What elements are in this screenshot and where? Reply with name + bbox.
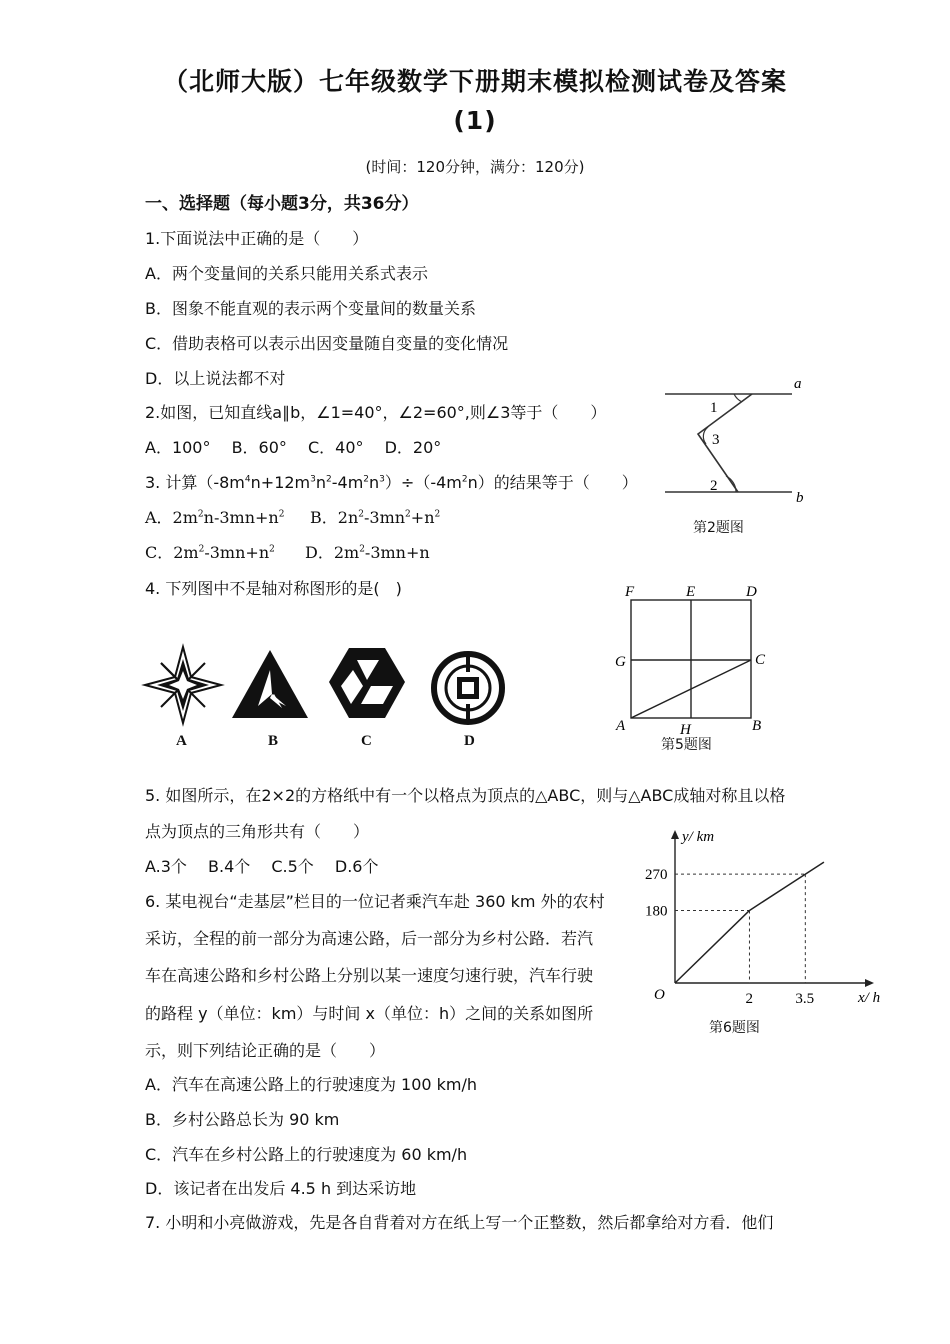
q4-shape-c — [327, 646, 407, 720]
q4-label-c: C — [361, 733, 372, 749]
q6-line2: 采访，全程的前一部分为高速公路，后一部分为乡村公路．若汽 — [145, 929, 594, 948]
q2-figure — [660, 372, 810, 512]
label-angle-1: 1 — [710, 400, 718, 416]
x-tick-label: 2 — [745, 991, 753, 1007]
label-D: D — [746, 584, 757, 600]
q4-stem: 4. 下列图中不是轴对称图形的是( ) — [145, 579, 402, 598]
q1-option-c: C．借助表格可以表示出因变量随自变量的变化情况 — [145, 334, 509, 353]
origin-label: O — [654, 987, 665, 1003]
label-G: G — [615, 654, 626, 670]
q5-line1: 5. 如图所示，在2×2的方格纸中有一个以格点为顶点的△ABC，则与△ABC成轴对称且以格 — [145, 786, 786, 805]
q3-option-c: C．$2m^2-3mn+n^2$ — [145, 543, 275, 562]
series-segment-rural — [749, 862, 823, 910]
label-angle-2: 2 — [710, 478, 718, 494]
q5-line2: 点为顶点的三角形共有（ ） — [145, 822, 370, 841]
q3-option-b: B．$2n^2-3mn^2+n^2$ — [310, 508, 441, 527]
series-segment-highway — [675, 910, 749, 983]
q4-shape-b — [230, 648, 310, 720]
q6-option-c: C．汽车在乡村公路上的行驶速度为 60 km/h — [145, 1145, 468, 1164]
q4-shape-a — [143, 645, 223, 725]
y-axis-arrow — [671, 830, 679, 839]
y-axis-label: y/ km — [682, 829, 715, 845]
label-b: b — [796, 490, 804, 506]
x-tick-label: 3.5 — [795, 991, 815, 1007]
q6-line1: 6. 某电视台“走基层”栏目的一位记者乘汽车赴 360 km 外的农村 — [145, 892, 605, 911]
q6-line5: 示，则下列结论正确的是（ ） — [145, 1041, 386, 1060]
time-info: (时间：120分钟，满分：120分) — [365, 158, 585, 176]
x-axis-label: x/ h — [858, 990, 881, 1006]
q5-options: A.3个 B.4个 C.5个 D.6个 — [145, 857, 379, 876]
q5-caption: 第5题图 — [661, 737, 712, 753]
q7-line1: 7. 小明和小亮做游戏，先是各自背着对方在纸上写一个正整数，然后都拿给对方看．他们 — [145, 1213, 774, 1232]
q6-option-d: D．该记者在出发后 4.5 h 到达采访地 — [145, 1179, 417, 1198]
section-heading: 一、选择题（每小题3分，共36分） — [145, 194, 419, 214]
y-tick-label: 270 — [645, 867, 668, 884]
label-C: C — [755, 652, 766, 668]
label-a: a — [794, 376, 802, 392]
q6-caption: 第6题图 — [709, 1020, 760, 1036]
angle-2-arc — [726, 476, 736, 492]
q1-stem: 1.下面说法中正确的是（ ） — [145, 229, 369, 248]
page-title-line2: (1) — [453, 106, 497, 135]
label-H: H — [680, 722, 691, 738]
q1-option-a: A．两个变量间的关系只能用关系式表示 — [145, 264, 428, 283]
q2-options: A．100° B．60° C．40° D．20° — [145, 438, 442, 457]
angle-1-arc — [734, 394, 742, 402]
page-title: （北师大版）七年级数学下册期末模拟检测试卷及答案 — [162, 67, 787, 96]
q6-chart — [640, 825, 900, 1015]
q4-label-b: B — [268, 733, 279, 749]
zigzag-line — [698, 394, 752, 492]
label-A: A — [616, 718, 626, 734]
q4-shape-d — [430, 650, 506, 726]
q6-option-b: B．乡村公路总长为 90 km — [145, 1110, 340, 1129]
q2-stem: 2.如图，已知直线a∥b，∠1=40°，∠2=60°,则∠3等于（ ） — [145, 403, 607, 422]
q6-option-a: A．汽车在高速公路上的行驶速度为 100 km/h — [145, 1075, 478, 1094]
q1-option-d: D．以上说法都不对 — [145, 369, 286, 388]
label-angle-3: 3 — [712, 432, 720, 448]
x-axis-arrow — [865, 979, 874, 987]
q4-label-d: D — [464, 733, 475, 749]
q3-stem: 3. 计算$(-8m^4n+12m^3n^2-4m^2n^3)\div(-4m^2n)$的结果等于（ ） — [145, 473, 638, 492]
label-B: B — [752, 718, 762, 734]
q3-option-d: D．$2m^2-3mn+n$ — [305, 543, 430, 562]
q6-line4: 的路程 y（单位：km）与时间 x（单位：h）之间的关系如图所 — [145, 1004, 594, 1023]
q1-option-b: B．图象不能直观的表示两个变量间的数量关系 — [145, 299, 476, 318]
q2-caption: 第2题图 — [693, 520, 744, 536]
label-E: E — [686, 584, 696, 600]
y-tick-label: 180 — [645, 903, 668, 920]
label-F: F — [625, 584, 635, 600]
q3-option-a: A．$2m^2n-3mn+n^2$ — [145, 508, 285, 527]
q5-figure — [610, 580, 780, 740]
q4-label-a: A — [176, 733, 187, 749]
q6-line3: 车在高速公路和乡村公路上分别以某一速度匀速行驶，汽车行驶 — [145, 966, 594, 985]
